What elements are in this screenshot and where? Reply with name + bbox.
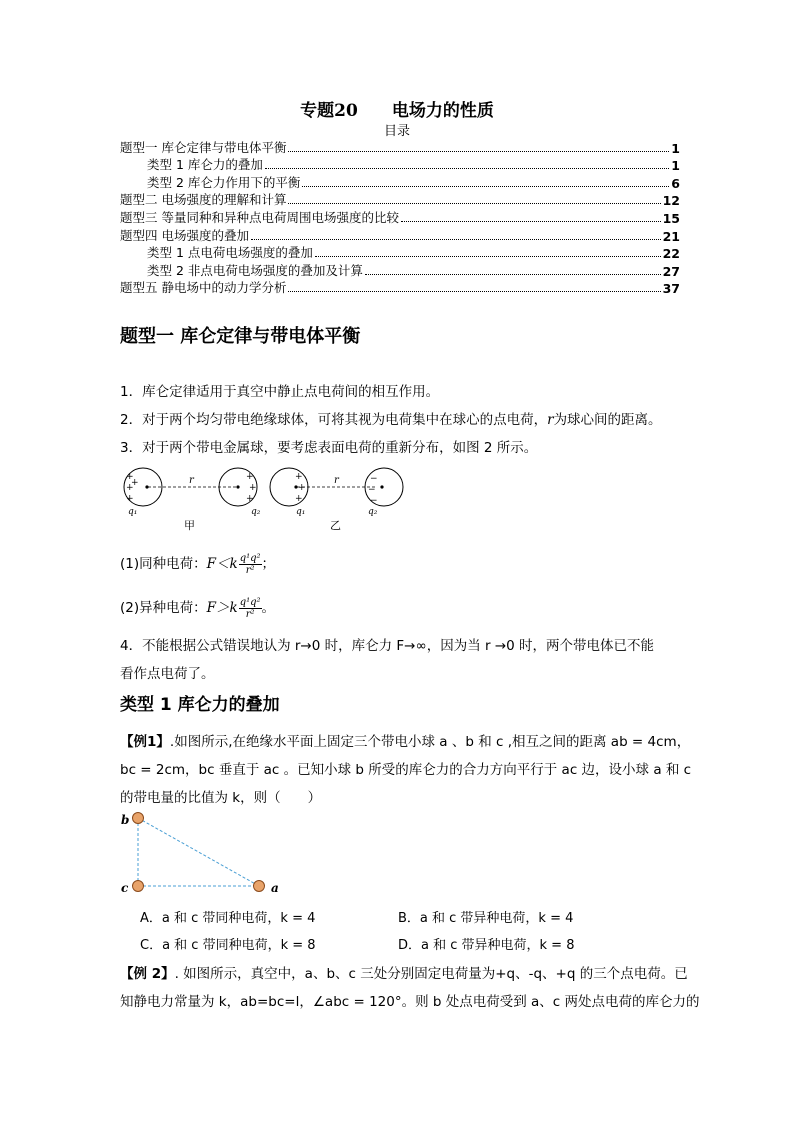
svg-text:+: +: [246, 494, 254, 504]
point-4-line2: 看作点电荷了。: [120, 666, 215, 682]
toc-entry-label: 类型 1 库仑力的叠加: [147, 157, 263, 173]
toc-entry-page: 6: [671, 175, 680, 191]
svg-text:+: +: [295, 494, 303, 504]
toc-entry-label: 类型 2 库仑力作用下的平衡: [147, 174, 301, 190]
svg-text:+: +: [126, 494, 134, 504]
example1-line2: bc = 2cm，bc 垂直于 ac 。已知小球 b 所受的库仑力的合力方向平行于 ac 边，设小球 a 和 c: [120, 762, 692, 778]
toc-entry-label: 题型二 电场强度的理解和计算: [120, 192, 287, 208]
toc-entry-page: 21: [662, 228, 680, 244]
formula-same-charge: (1)同种电荷：F＜k $\frac{\text{q¹q²}}{\text{r²}}$ ；: [120, 552, 276, 576]
option-a[interactable]: A．a 和 c 带同种电荷，k = 4: [140, 911, 316, 926]
toc-entry-label: 类型 1 点电荷电场强度的叠加: [147, 245, 313, 261]
svg-text:+: +: [295, 472, 303, 482]
point-3: 3．对于两个带电金属球，要考虑表面电荷的重新分布，如图 2 所示。: [120, 440, 538, 456]
label-c: c: [121, 881, 129, 895]
toc-entry-page: 37: [662, 281, 680, 297]
toc-leader-dots: [265, 168, 669, 169]
toc-entry[interactable]: [120, 138, 680, 156]
toc-entry[interactable]: [120, 173, 680, 191]
toc-entry[interactable]: [120, 279, 680, 297]
svg-text:+: +: [249, 483, 257, 493]
svg-text:−: −: [370, 474, 378, 484]
toc-entry-label: 题型三 等量同种和异种点电荷周围电场强度的比较: [120, 209, 399, 225]
toc-leader-dots: [365, 274, 661, 275]
toc-leader-dots: [288, 291, 660, 292]
example1-line3: 的带电量的比值为 k，则（ ）: [120, 790, 322, 806]
ball-a: [254, 881, 265, 892]
label-b: b: [121, 813, 130, 827]
toc-leader-dots: [401, 221, 661, 222]
toc-entry[interactable]: [120, 156, 680, 174]
svg-text:−: −: [368, 485, 376, 495]
option-d[interactable]: D．a 和 c 带异种电荷，k = 8: [398, 938, 575, 953]
toc-heading: 目录: [383, 124, 410, 139]
q2-label-yi: q₂: [368, 507, 378, 517]
toc-leader-dots: [288, 203, 660, 204]
q1-label-yi: q₁: [296, 507, 306, 517]
example1-line1: 【例1】.如图所示,在绝缘水平面上固定三个带电小球 a 、b 和 c ,相互之间的距离 ab = 4cm，: [120, 734, 691, 750]
toc-entry-page: 22: [662, 246, 680, 262]
toc-entry[interactable]: [120, 244, 680, 262]
toc-entry-page: 15: [662, 210, 680, 226]
toc-entry-page: 1: [671, 140, 680, 156]
toc-entry-label: 题型五 静电场中的动力学分析: [120, 280, 287, 296]
toc-entry-label: 题型四 电场强度的叠加: [120, 227, 249, 243]
distance-label-yi: r: [334, 475, 339, 486]
example2-line2: 知静电力常量为 k，ab=bc=l，∠abc = 120°。则 b 处点电荷受到 a、c 两处点电荷的库仑力的: [120, 994, 700, 1010]
toc-entry[interactable]: [120, 191, 680, 209]
svg-text:+: +: [131, 478, 139, 488]
point-1: 1．库仑定律适用于真空中静止点电荷间的相互作用。: [120, 384, 440, 400]
ball-b: [133, 813, 144, 824]
toc-entry[interactable]: [120, 226, 680, 244]
toc-entry-label: 题型一 库仑定律与带电体平衡: [120, 139, 287, 155]
toc-leader-dots: [288, 151, 669, 152]
toc-entry[interactable]: [120, 261, 680, 279]
formula-opposite-charge: (2)异种电荷：F＞k $\frac{\text{q¹q²}}{\text{r²}}$ 。: [120, 596, 276, 620]
toc-entry-page: 12: [662, 193, 680, 209]
toc-leader-dots: [302, 186, 669, 187]
subsection-heading: 类型 1 库仑力的叠加: [120, 695, 280, 715]
toc-leader-dots: [251, 239, 661, 240]
toc-entry-label: 类型 2 非点电荷电场强度的叠加及计算: [147, 262, 363, 278]
label-yi: 乙: [330, 519, 341, 532]
ball-c: [133, 881, 144, 892]
coulomb-fraction-2: $\frac{\text{q¹q²}}{\text{r²}}$: [239, 596, 261, 620]
coulomb-fraction: $\frac{\text{q¹q²}}{\text{r²}}$: [239, 552, 261, 576]
toc-leader-dots: [315, 256, 661, 257]
toc-entry[interactable]: [120, 208, 680, 226]
svg-text:+: +: [298, 483, 306, 493]
svg-text:+: +: [126, 483, 134, 493]
label-a: a: [271, 881, 279, 895]
svg-text:+: +: [246, 472, 254, 482]
point-2: 2．对于两个均匀带电绝缘球体，可将其视为电荷集中在球心的点电荷，r为球心间的距离。: [120, 412, 662, 428]
option-b[interactable]: B．a 和 c 带异种电荷，k = 4: [398, 911, 574, 926]
section-heading: 题型一 库仑定律与带电体平衡: [120, 326, 361, 347]
toc-entry-page: 1: [671, 158, 680, 174]
option-c[interactable]: C．a 和 c 带同种电荷，k = 8: [140, 938, 316, 953]
toc-entry-page: 27: [662, 263, 680, 279]
q1-label-jia: q₁: [128, 507, 138, 517]
q2-label-jia: q₂: [251, 507, 261, 517]
triangle-figure: [116, 808, 286, 898]
distance-label: r: [189, 475, 194, 486]
svg-text:−: −: [370, 496, 378, 506]
svg-text:+: +: [126, 472, 134, 482]
point-4-line1: 4．不能根据公式错误地认为 r→0 时，库仑力 F→∞，因为当 r →0 时，两个带电体已不能: [120, 638, 655, 654]
charge-distribution-figure: [118, 464, 418, 534]
page-title: 专题20 电场力的性质: [300, 101, 494, 121]
example2-line1: 【例 2】. 如图所示，真空中，a、b、c 三处分别固定电荷量为+q、-q、+q 的三个点电荷。已: [120, 966, 688, 982]
table-of-contents: [120, 138, 680, 296]
label-jia: 甲: [184, 519, 195, 532]
